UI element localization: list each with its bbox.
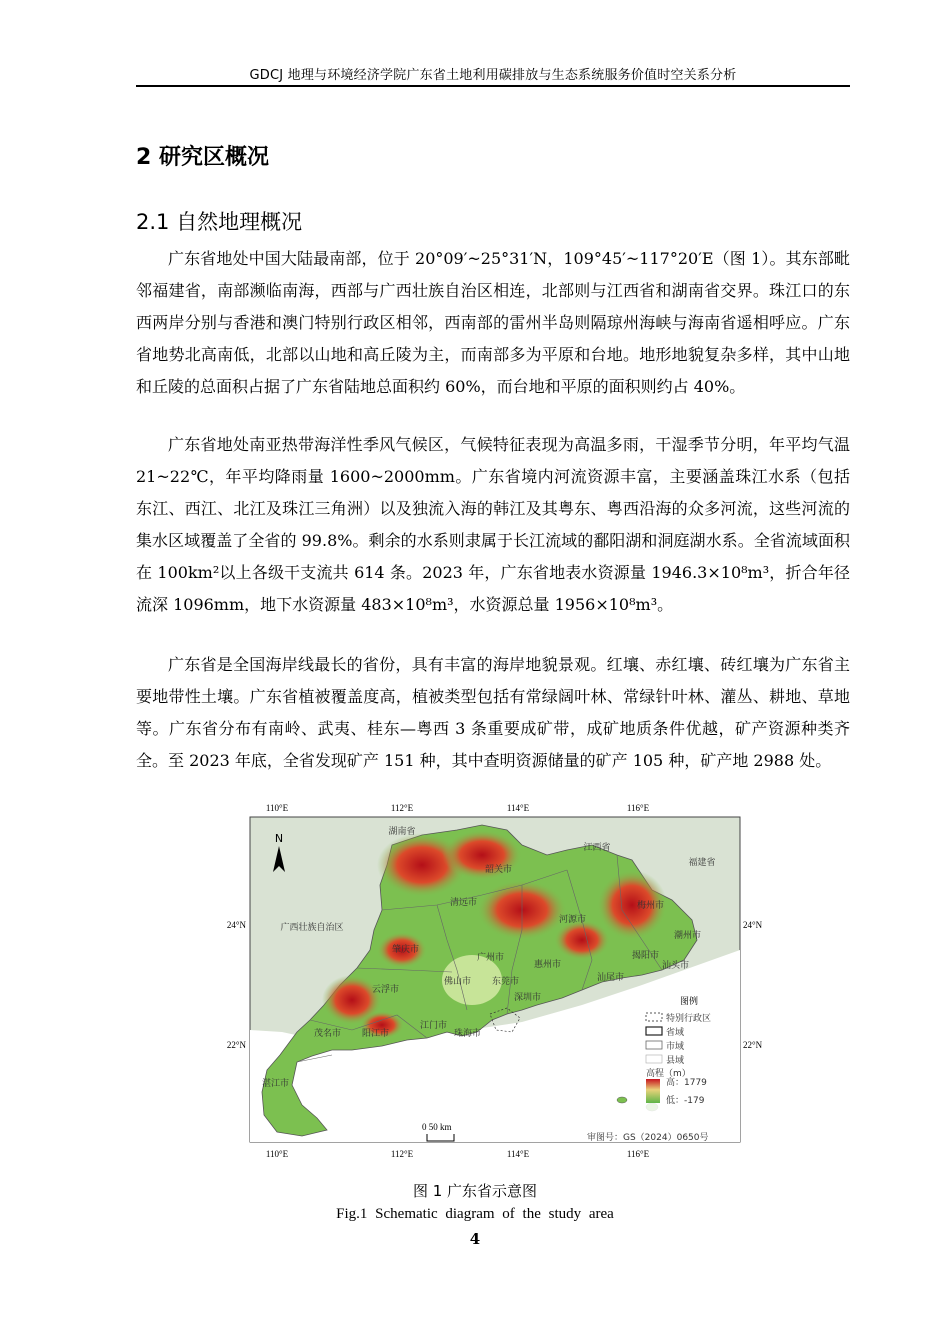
paragraph-2: 广东省地处南亚热带海洋性季风气候区，气候特征表现为高温多雨，干湿季节分明，年平均气温 21~22℃，年平均降雨量 1600~2000mm。广东省境内河流资源丰富，主要涵盖珠江水系（包括东江、西江、北江及珠江三角洲）以及独流入海的韩江及其粤东、粤西沿海的众多河流，这些河流的集水区域覆盖了全省的 99.8%。剩余的水系则隶属于长江流域的鄱阳湖和洞庭湖水系。全省流域面积在 100km²以上各级干支流共 614 条。2023 年，广东省地表水资源量 1946.3×10⁸m³，折合年径流深 1096mm，地下水资源量 483×10⁸m³，水资源总量 1956×10⁸m³。 — [136, 435, 850, 614]
svg-text:市域: 市域 — [666, 1042, 685, 1052]
tick-bottom-112: 112°E — [390, 1149, 414, 1159]
label-guangxi: 广西壮族自治区 — [280, 923, 344, 933]
svg-text:高程（m）: 高程（m） — [646, 1069, 691, 1079]
label-maoming: 茂名市 — [314, 1029, 342, 1039]
figure-map — [222, 800, 770, 1164]
label-hunan: 湖南省 — [388, 827, 416, 837]
svg-text:图例: 图例 — [680, 997, 699, 1007]
svg-text:低：-179: 低：-179 — [666, 1096, 705, 1106]
label-zhuhai: 珠海市 — [454, 1029, 482, 1039]
label-shaoguan: 韶关市 — [485, 865, 513, 875]
label-dongguan: 东莞市 — [492, 977, 520, 987]
paragraph-1: 广东省地处中国大陆最南部，位于 20°09′~25°31′N，109°45′~117°20′E（图 1）。其东部毗邻福建省，南部濒临南海，西部与广西壮族自治区相连，北部则与江西省和湖南省交界。珠江口的东西两岸分别与香港和澳门特别行政区相邻，西南部的雷州半岛则隔琼州海峡与海南省遥相呼应。广东省地势北高南低，北部以山地和高丘陵为主，而南部多为平原和台地。地形地貌复杂多样，其中山地和丘陵的总面积占据了广东省陆地总面积约 60%，而台地和平原的面积则约占 40%。 — [136, 249, 850, 396]
tick-bottom-116: 116°E — [626, 1149, 650, 1159]
svg-text:省域: 省域 — [666, 1028, 685, 1038]
subsection-title: 2.1 自然地理概况 — [136, 210, 303, 234]
tick-top-110: 110°E — [265, 803, 289, 813]
svg-text:0 50 km: 0 50 km — [422, 1122, 452, 1132]
header-rule — [136, 85, 850, 87]
label-fujian: 福建省 — [688, 858, 716, 868]
label-chaozhou: 潮州市 — [674, 931, 702, 941]
label-foshan: 佛山市 — [444, 977, 472, 987]
label-yangjiang: 阳江市 — [362, 1029, 390, 1039]
label-shanwei: 汕尾市 — [597, 973, 625, 983]
map-legend — [642, 994, 736, 1114]
tick-right-24: 24°N — [743, 920, 763, 930]
svg-text:N: N — [274, 832, 284, 845]
tick-right-22: 22°N — [743, 1040, 763, 1050]
label-huizhou: 惠州市 — [534, 960, 562, 970]
label-jieyang: 揭阳市 — [632, 951, 660, 961]
label-zhanjiang: 湛江市 — [262, 1079, 290, 1089]
svg-text:高：1779: 高：1779 — [666, 1078, 707, 1088]
tick-top-116: 116°E — [626, 803, 650, 813]
label-heyuan: 河源市 — [559, 915, 587, 925]
tick-bottom-114: 114°E — [506, 1149, 530, 1159]
label-qingyuan: 清远市 — [450, 898, 478, 908]
tick-left-24: 24°N — [226, 920, 246, 930]
review-number: 审图号：GS（2024）0650号 — [587, 1133, 709, 1143]
figure-caption-cn: 图 1 广东省示意图 — [412, 1182, 538, 1200]
label-meizhou: 梅州市 — [637, 901, 665, 911]
label-yunfu: 云浮市 — [372, 985, 400, 995]
label-zhaoqing: 肇庆市 — [392, 945, 420, 955]
page-number: 4 — [469, 1230, 481, 1248]
label-jiangmen: 江门市 — [420, 1021, 448, 1031]
label-shantou: 汕头市 — [662, 961, 690, 971]
tick-left-22: 22°N — [226, 1040, 246, 1050]
running-header: GDCJ 地理与环境经济学院广东省土地利用碳排放与生态系统服务价值时空关系分析 — [249, 68, 737, 83]
tick-top-114: 114°E — [506, 803, 530, 813]
svg-text:县域: 县域 — [666, 1056, 685, 1066]
svg-text:特别行政区: 特别行政区 — [666, 1014, 712, 1024]
tick-top-112: 112°E — [390, 803, 414, 813]
paragraph-3: 广东省是全国海岸线最长的省份，具有丰富的海岸地貌景观。红壤、赤红壤、砖红壤为广东省主要地带性土壤。广东省植被覆盖度高，植被类型包括有常绿阔叶林、常绿针叶林、灌丛、耕地、草地等。广东省分布有南岭、武夷、桂东—粤西 3 条重要成矿带，成矿地质条件优越，矿产资源种类齐全。至 2023 年底，全省发现矿产 151 种，其中查明资源储量的矿产 105 种，矿产地 2988 处。 — [136, 655, 850, 770]
figure-caption-en: Fig.1 Schematic diagram of the study area — [336, 1206, 614, 1222]
tick-bottom-110: 110°E — [265, 1149, 289, 1159]
label-jiangxi: 江西省 — [583, 843, 611, 853]
section-title: 2 研究区概况 — [136, 145, 269, 170]
label-shenzhen: 深圳市 — [514, 993, 542, 1003]
guangdong-map — [222, 800, 770, 1164]
label-guangzhou: 广州市 — [477, 953, 505, 963]
